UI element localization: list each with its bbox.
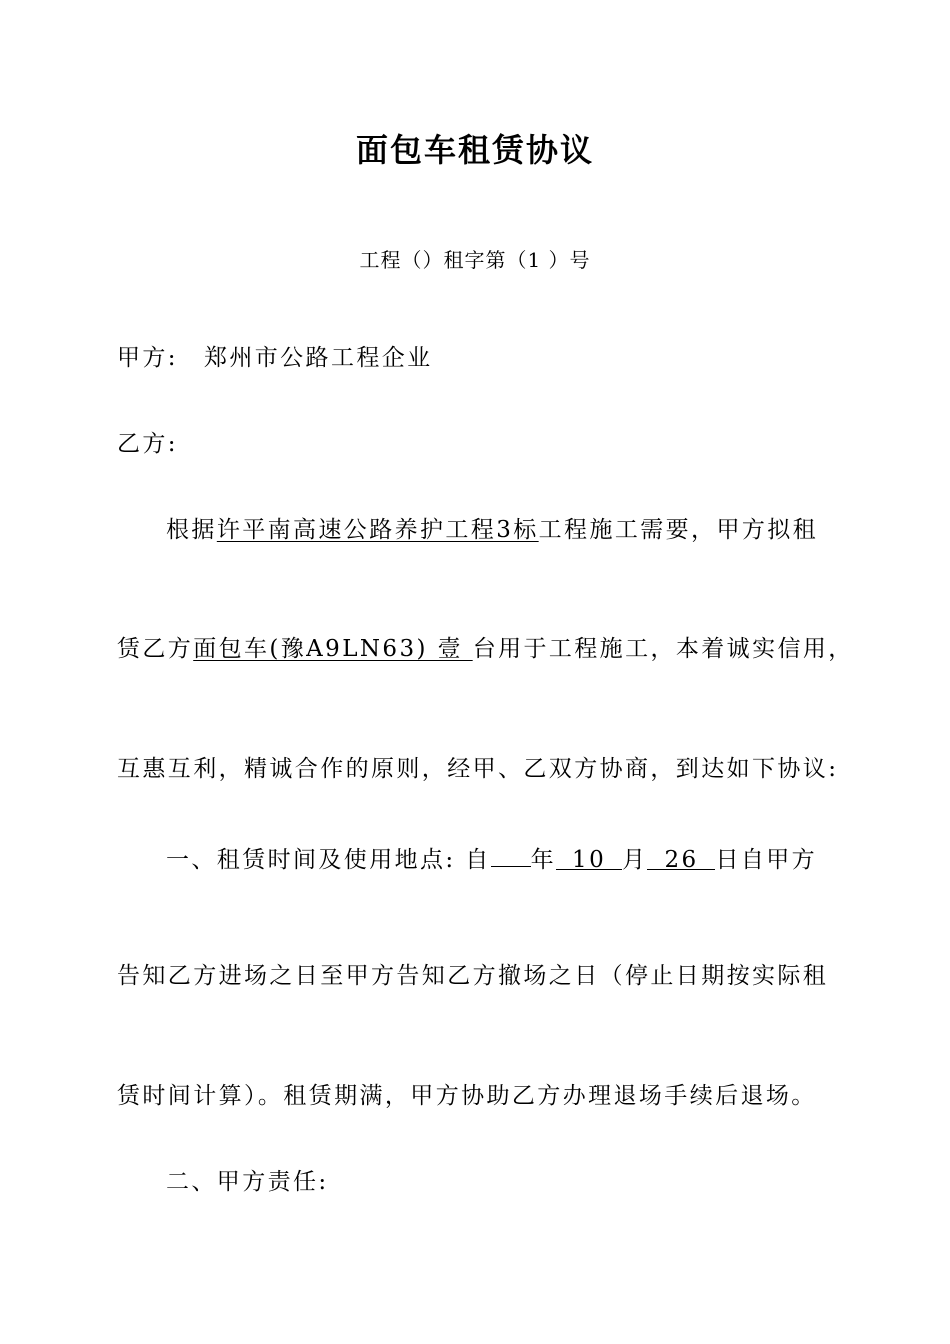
- section1-line1: [166, 842, 817, 875]
- party-b-label: 乙方:: [117, 431, 178, 457]
- section2-heading: 二、甲方责任:: [166, 1169, 329, 1195]
- para1-line2-suffix: 台用于工程施工，本着诚实信用，: [472, 636, 854, 662]
- section1-line3: 赁时间计算）。租赁期满，甲方协助乙方办理退场手续后退场。: [117, 1083, 817, 1109]
- section1-suffix: 日自甲方: [715, 847, 818, 873]
- para1-prefix: 根据: [166, 517, 217, 543]
- para1-line2-prefix: 赁乙方: [117, 636, 194, 662]
- project-name: 许平南高速公路养护工程3标: [216, 517, 539, 543]
- month-blank: 10: [556, 845, 622, 870]
- para1-line3: 互惠互利，精诚合作的原则，经甲、乙双方协商，到达如下协议:: [117, 756, 839, 782]
- day-blank: 26: [647, 845, 715, 870]
- section1-line2: 告知乙方进场之日至甲方告知乙方撤场之日（停止日期按实际租: [117, 963, 829, 989]
- party-a-name: 郑州市公路工程企业: [203, 345, 433, 371]
- year-blank: [491, 842, 531, 867]
- para1-suffix: 工程施工需要，甲方拟租: [538, 517, 819, 543]
- party-a-line: [117, 343, 433, 373]
- para1-line2: [117, 634, 854, 664]
- para1-line1: [166, 515, 818, 545]
- month-label: 月: [622, 847, 648, 873]
- contract-number: 工程（）租字第（1 ）号: [359, 248, 591, 272]
- vehicle-info: 面包车(豫A9LN63) 壹: [193, 636, 473, 662]
- party-b-line: [117, 429, 178, 459]
- section1-prefix: 一、租赁时间及使用地点: 自: [166, 847, 491, 873]
- year-label: 年: [530, 847, 557, 873]
- party-a-label: 甲方:: [117, 345, 178, 371]
- document-title: 面包车租赁协议: [355, 131, 594, 169]
